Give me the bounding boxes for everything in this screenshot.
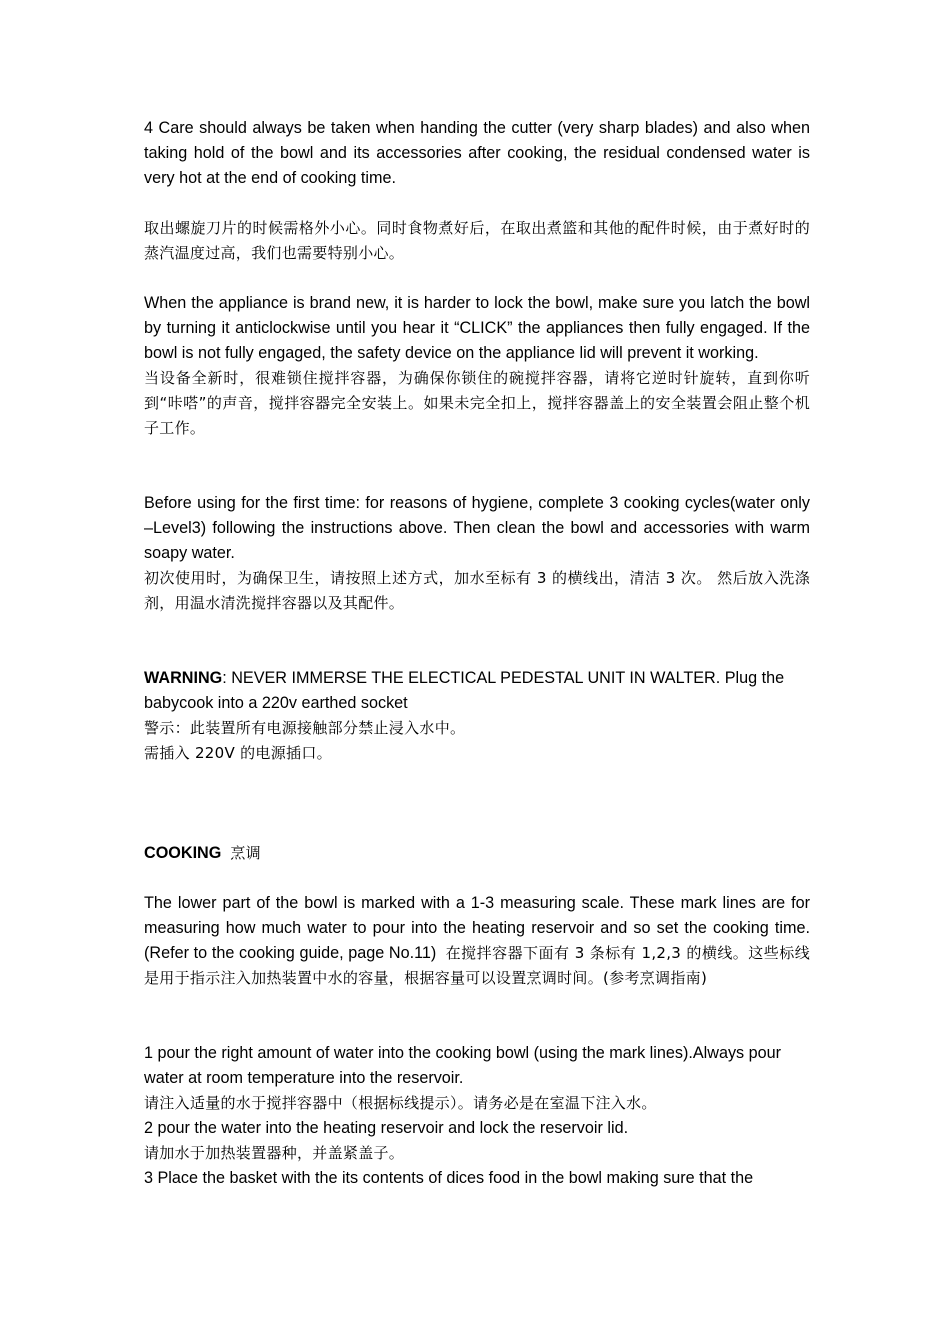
step-2-zh: 请加水于加热装置器种，并盖紧盖子。	[144, 1144, 405, 1162]
cooking-heading-zh: 烹调	[230, 844, 261, 862]
care-paragraph: 4 Care should always be taken when handing the cutter (very sharp blades) and also when taking hold of the bowl and its accessories after cooking, the residual condensed water is very hot at the end of cooking time.	[144, 119, 810, 187]
cooking-heading-en: COOKING	[144, 844, 222, 862]
measuring-scale-zh: 在搅拌容器下面有 3 条标有 1,2,3 的横线。这些标线是用于指示注入加热装置中水的容量，根据容量可以设置烹调时间。(参考烹调指南)	[144, 944, 811, 987]
warning-zh-line-1: 警示：此装置所有电源接触部分禁止浸入水中。	[144, 719, 466, 737]
new-appliance-paragraph: When the appliance is brand new, it is harder to lock the bowl, make sure you latch the bowl by turning it anticlockwise until you hear it “CLICK” the appliances then fully engaged. If the bowl is not fully engaged, the safety device on the appliance lid will prevent it working.	[144, 294, 810, 362]
step-1: 1 pour the right amount of water into the cooking bowl (using the mark lines).Always pour water at room temperature into the reservoir.	[144, 1044, 782, 1087]
measuring-scale-paragraph	[144, 891, 810, 991]
cooking-heading	[144, 841, 810, 866]
warning-paragraph	[144, 666, 810, 716]
step-2: 2 pour the water into the heating reservoir and lock the reservoir lid.	[144, 1119, 629, 1137]
measuring-scale-en: The lower part of the bowl is marked with a 1-3 measuring scale. These mark lines are for measuring how much water to pour into the heating reservoir and so set the cooking time. (Refer to the cooking guide, page No.11)	[144, 894, 810, 962]
step-3: 3 Place the basket with the its contents of dices food in the bowl making sure that the	[144, 1169, 754, 1187]
warning-zh-line-2: 需插入 220V 的电源插口。	[144, 744, 332, 762]
care-paragraph-zh: 取出螺旋刀片的时候需格外小心。同时食物煮好后，在取出煮篮和其他的配件时候，由于煮好时的蒸汽温度过高，我们也需要特别小心。	[144, 219, 810, 262]
new-appliance-paragraph-zh: 当设备全新时，很难锁住搅拌容器，为确保你锁住的碗搅拌容器，请将它逆时针旋转，直到你听到“咔嗒”的声音，搅拌容器完全安装上。如果未完全扣上，搅拌容器盖上的安全装置会阻止整个机子工作。	[144, 369, 810, 437]
first-use-paragraph: Before using for the first time: for reasons of hygiene, complete 3 cooking cycles(water only –Level3) following the instructions above. Then clean the bowl and accessories with warm soapy water.	[144, 494, 810, 562]
document-page	[144, 116, 810, 1191]
first-use-paragraph-zh: 初次使用时，为确保卫生，请按照上述方式，加水至标有 3 的横线出，清洁 3 次。 然后放入洗涤剂，用温水清洗搅拌容器以及其配件。	[144, 569, 810, 612]
step-1-zh: 请注入适量的水于搅拌容器中（根据标线提示）。请务必是在室温下注入水。	[144, 1094, 657, 1112]
warning-label: WARNING	[144, 669, 223, 687]
warning-text: : NEVER IMMERSE THE ELECTICAL PEDESTAL UNIT IN WALTER. Plug the babycook into a 220v earthed socket	[144, 669, 785, 712]
